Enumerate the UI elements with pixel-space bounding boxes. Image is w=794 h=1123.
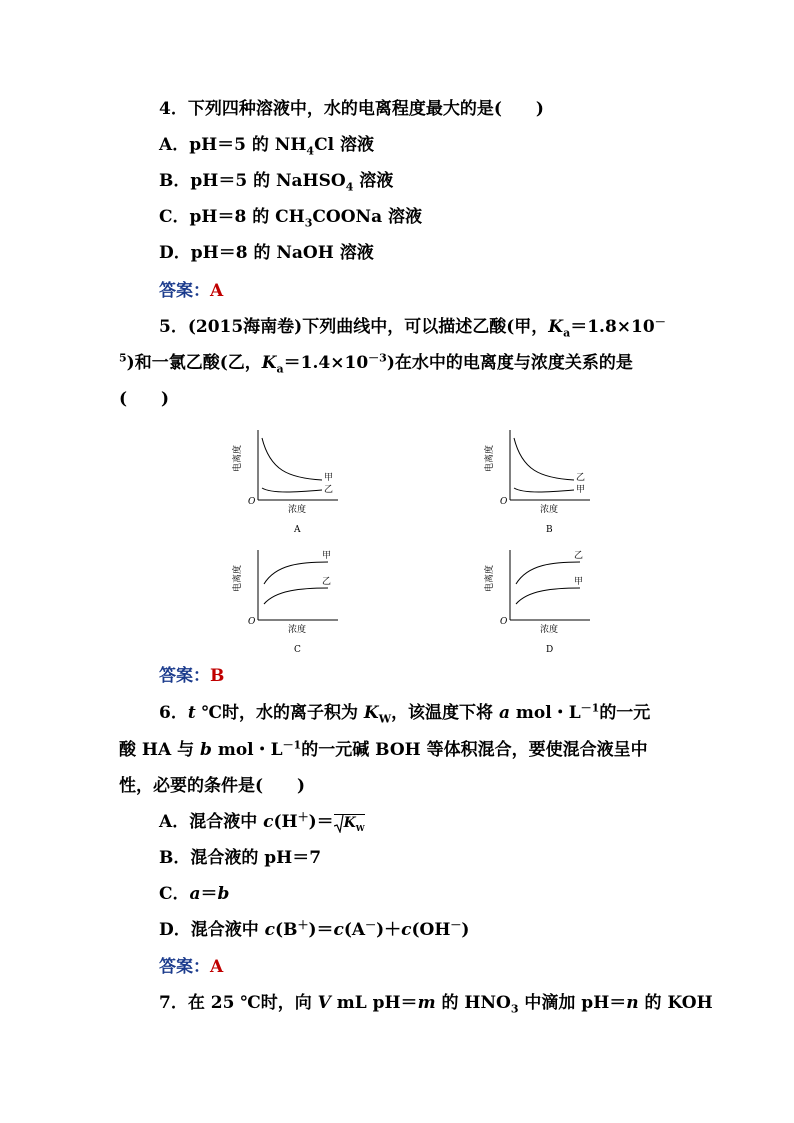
answer-value: B <box>210 666 225 686</box>
q6-d-s2: － <box>365 918 377 932</box>
chart-letter: D <box>546 645 554 655</box>
q6-l2-text: 酸 HA 与 <box>119 740 201 760</box>
q6-option-d <box>159 919 469 941</box>
q6-text3: 的一元 <box>599 703 651 723</box>
q7-sub: 3 <box>510 1002 519 1016</box>
q6-d-close: ) <box>461 920 470 940</box>
q4-a-text: A．pH＝5 的 NH <box>159 135 307 155</box>
chart-b-svg <box>482 418 602 538</box>
q5-line1 <box>159 316 666 338</box>
q5-l2-text: )和一氯乙酸(乙， <box>126 353 262 373</box>
q6-a-text: A．混合液中 <box>159 812 264 832</box>
q4-b-text2: 溶液 <box>353 171 394 191</box>
q4-c-sub: 3 <box>304 216 313 230</box>
q6-ksub: W <box>378 712 392 726</box>
chart-c-svg <box>230 538 350 658</box>
q6-option-c <box>159 883 229 905</box>
q6-b-var: b <box>200 740 212 760</box>
series-label: 甲 <box>574 577 584 587</box>
q5-l2-value: ＝1.4×10 <box>283 353 369 373</box>
q4-a-text2: Cl 溶液 <box>314 135 374 155</box>
q4-option-b <box>159 170 393 192</box>
chart-b <box>482 418 602 538</box>
origin-label: O <box>248 617 256 627</box>
chart-letter: A <box>294 525 301 535</box>
q6-option-a <box>159 811 365 833</box>
q5-l1-ksub: a <box>563 326 571 340</box>
q6-c-a: a <box>189 884 201 904</box>
series-curve <box>516 588 580 604</box>
q6-d-c3: c <box>401 920 412 940</box>
q7-v: V <box>317 993 331 1013</box>
q5-l2-k: K <box>261 353 277 373</box>
chart-d <box>482 538 602 658</box>
q6-k: K <box>363 703 379 723</box>
chart-c <box>230 538 350 658</box>
q6-a-eq: )＝ <box>308 812 334 832</box>
q6-text: ℃时，水的离子积为 <box>195 703 364 723</box>
q7-m: m <box>417 993 436 1013</box>
q6-c-b: b <box>217 884 230 904</box>
q4-option-a <box>159 134 374 156</box>
series-curve <box>264 562 328 584</box>
q4-a-sub: 4 <box>306 144 315 158</box>
q4-option-c <box>159 206 422 228</box>
q7-text4: 中滴加 pH＝ <box>518 993 627 1013</box>
q6-t: t <box>187 703 196 723</box>
series-curve <box>262 438 322 480</box>
q7-text3: 的 HNO <box>435 993 511 1013</box>
q4-b-text: B．pH＝5 的 NaHSO <box>159 171 346 191</box>
x-axis-label: 浓度 <box>540 505 559 515</box>
q6-a-sup: ＋ <box>297 810 309 824</box>
q6-d-text: D．混合液中 <box>159 920 265 940</box>
q5-l1-sup: － <box>654 315 666 329</box>
answer-value: A <box>210 281 224 301</box>
y-axis-label: 电离度 <box>233 444 243 472</box>
answer-label: 答案： <box>159 957 210 977</box>
q6-d-s1: ＋ <box>297 918 309 932</box>
q7-line1 <box>159 992 713 1014</box>
q5-l1-value: ＝1.8×10 <box>570 317 655 337</box>
chart-a-svg <box>230 418 350 538</box>
q6-l2-sup: －1 <box>282 738 302 752</box>
q6-d-plus: )＋ <box>376 920 402 940</box>
q6-d-eq: )＝ <box>308 920 334 940</box>
q4-answer <box>159 280 223 302</box>
series-label: 乙 <box>322 577 332 587</box>
q6-d-a: (A <box>343 920 366 940</box>
q6-d-b: (B <box>275 920 298 940</box>
q6-d-s3: － <box>450 918 462 932</box>
q6-sup: －1 <box>580 701 600 715</box>
series-curve <box>264 588 328 604</box>
q6-line3: 性，必要的条件是( ) <box>119 776 306 796</box>
chart-letter: C <box>294 645 301 655</box>
q6-a-ksub: W <box>355 822 365 833</box>
q5-l1-text: 5．(2015海南卷)下列曲线中，可以描述乙酸(甲， <box>159 317 549 337</box>
q6-a-k: K <box>343 815 356 831</box>
series-label: 甲 <box>324 473 334 483</box>
series-label: 乙 <box>574 551 584 561</box>
x-axis-label: 浓度 <box>288 505 307 515</box>
sqrt-icon <box>334 814 365 831</box>
series-label: 乙 <box>324 485 334 495</box>
q5-l2-text2: )在水中的电离度与浓度关系的是 <box>386 353 633 373</box>
q7-text2: mL pH＝ <box>330 993 418 1013</box>
q5-line2 <box>119 352 633 374</box>
q6-num: 6． <box>159 703 188 723</box>
chart-a <box>230 418 350 538</box>
answer-label: 答案： <box>159 281 210 301</box>
q5-l1-k: K <box>548 317 564 337</box>
series-label: 乙 <box>576 473 586 483</box>
q6-d-c1: c <box>264 920 276 940</box>
q7-n: n <box>626 993 639 1013</box>
y-axis-label: 电离度 <box>485 444 495 472</box>
q6-a-var: a <box>498 703 510 723</box>
q6-l2-text2: 的一元碱 BOH 等体积混合，要使混合液呈中 <box>301 740 648 760</box>
q6-answer <box>159 956 223 978</box>
series-curve <box>516 562 580 584</box>
q5-answer <box>159 665 224 687</box>
q4-stem: 4．下列四种溶液中，水的电离程度最大的是( ) <box>159 99 544 119</box>
answer-value: A <box>210 957 224 977</box>
q6-l2-unit: mol・L <box>211 740 283 760</box>
q4-option-d: D．pH＝8 的 NaOH 溶液 <box>159 243 374 263</box>
q5-line3: ( ) <box>119 389 170 409</box>
q5-l2-sup: 5 <box>119 351 127 365</box>
q6-d-c2: c <box>333 920 344 940</box>
q6-a-h: (H <box>273 812 298 832</box>
q5-l2-ksub: a <box>276 362 284 376</box>
q6-a-c: c <box>263 812 274 832</box>
answer-label: 答案： <box>159 666 210 686</box>
q6-line2 <box>119 739 648 761</box>
series-curve <box>262 488 322 492</box>
x-axis-label: 浓度 <box>540 625 559 635</box>
q6-unit: mol・L <box>510 703 581 723</box>
q6-c-eq: ＝ <box>200 884 218 904</box>
origin-label: O <box>248 497 256 507</box>
q6-c-text: C． <box>159 884 190 904</box>
y-axis-label: 电离度 <box>485 564 495 592</box>
q7-text: 7．在 25 ℃时，向 <box>159 993 318 1013</box>
q6-d-oh: (OH <box>411 920 451 940</box>
origin-label: O <box>500 497 508 507</box>
series-curve <box>514 488 574 492</box>
y-axis-label: 电离度 <box>233 564 243 592</box>
q6-text2: ，该温度下将 <box>391 703 499 723</box>
q4-c-text: C．pH＝8 的 CH <box>159 207 305 227</box>
q6-option-b: B．混合液的 pH＝7 <box>159 848 322 868</box>
chart-letter: B <box>546 525 553 535</box>
series-label: 甲 <box>576 485 586 495</box>
q4-b-sub: 4 <box>345 180 354 194</box>
series-label: 甲 <box>322 551 332 561</box>
q7-text5: 的 KOH <box>638 993 713 1013</box>
series-curve <box>514 438 574 480</box>
origin-label: O <box>500 617 508 627</box>
x-axis-label: 浓度 <box>288 625 307 635</box>
chart-d-svg <box>482 538 602 658</box>
q4-c-text2: COONa 溶液 <box>312 207 423 227</box>
q5-l2-sup2: －3 <box>368 351 387 365</box>
q6-line1 <box>159 702 650 724</box>
